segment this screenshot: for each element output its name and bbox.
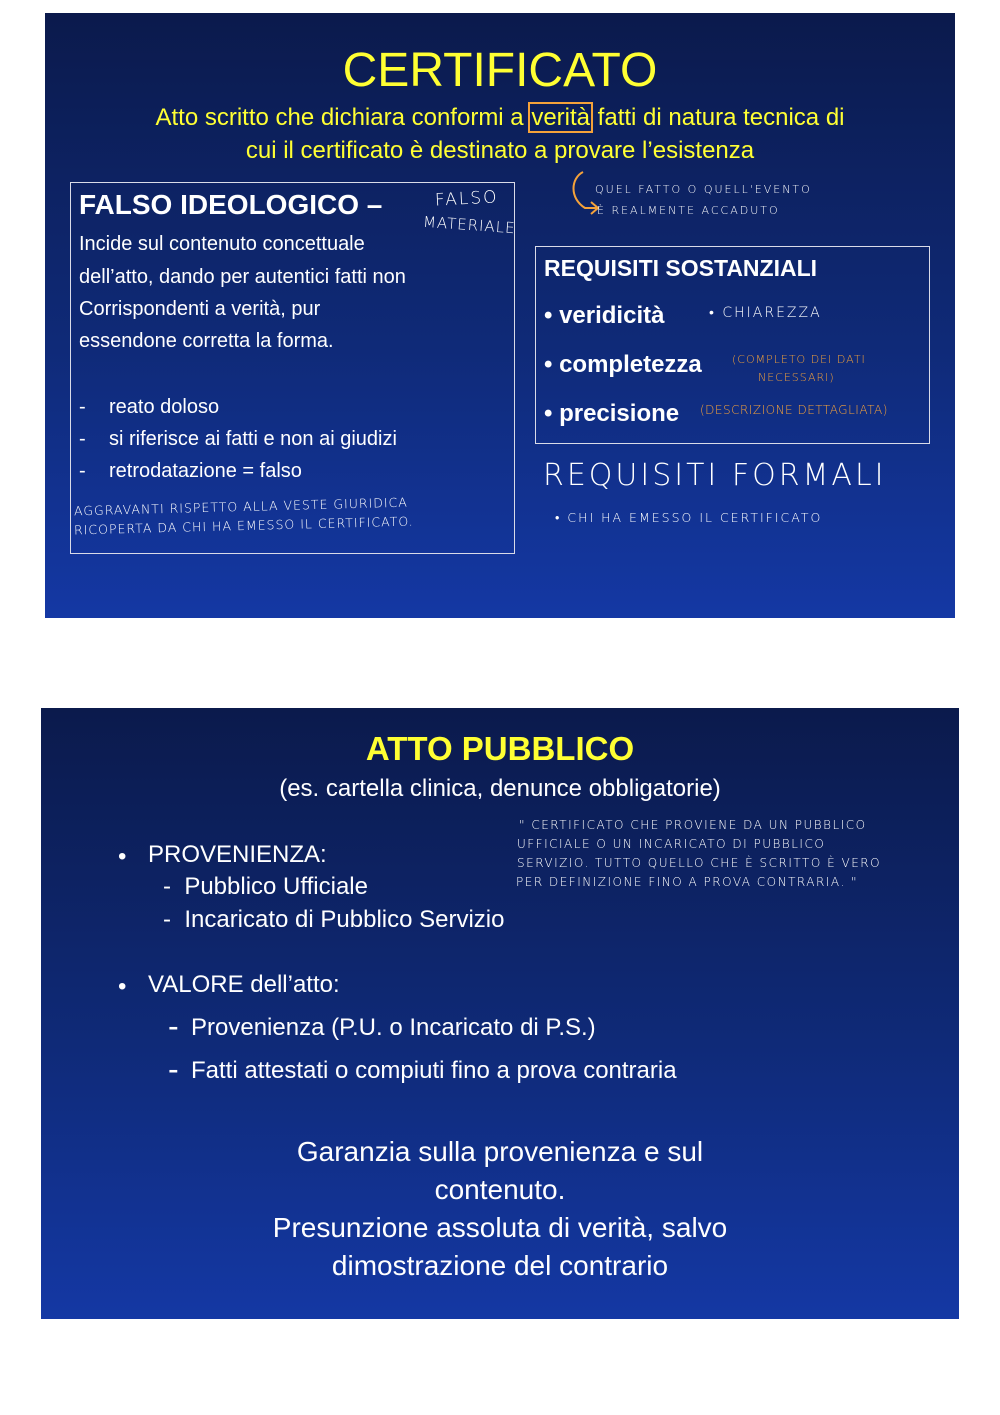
requisiti-formali-note: REQUISITI FORMALI xyxy=(543,458,887,493)
bullet-dash-2: - xyxy=(79,428,86,450)
provenienza-label: PROVENIENZA: xyxy=(148,841,327,868)
verita-highlight: verità xyxy=(531,104,591,131)
garanzia-line-2: contenuto. xyxy=(434,1174,566,1205)
falso-desc-line-1: Incide sul contenuto concettuale xyxy=(79,233,365,255)
slide-subtitle: (es. cartella clinica, denunce obbligatorie) xyxy=(279,775,721,802)
slide-certificato xyxy=(45,13,955,618)
quel-fatto-note-1: QUEL FATTO O QUELL'EVENTO xyxy=(595,183,812,196)
valore-provenienza: Provenienza (P.U. o Incaricato di P.S.) xyxy=(191,1014,596,1041)
bullet-dot-valore: • xyxy=(118,973,127,1000)
slide-atto-pubblico xyxy=(41,708,959,1319)
requisito-completezza: • completezza xyxy=(544,351,702,378)
garanzia-line-1: Garanzia sulla provenienza e sul xyxy=(296,1136,704,1167)
provenienza-pubblico-ufficiale: - Pubblico Ufficiale xyxy=(163,873,368,900)
subtitle-text-a: Atto scritto che dichiara conformi a xyxy=(155,104,531,131)
bullet-retrodatazione: retrodatazione = falso xyxy=(109,460,302,482)
garanzia-line-3: Presunzione assoluta di verità, salvo xyxy=(272,1212,728,1243)
falso-materiale-note-1: FALSO xyxy=(434,187,499,211)
descrizione-note: (DESCRIZIONE DETTAGLIATA) xyxy=(700,403,888,417)
falso-desc-line-4: essendone corretta la forma. xyxy=(79,330,334,352)
bullet-dash-3: - xyxy=(79,460,86,482)
certificato-note-3: SERVIZIO. TUTTO QUELLO CHE È SCRITTO È VERO xyxy=(517,856,882,870)
slide-title: ATTO PUBBLICO xyxy=(365,730,635,767)
falso-desc-line-3: Corrispondenti a verità, pur xyxy=(79,298,321,320)
chi-ha-emesso-note: • CHI HA EMESSO IL CERTIFICATO xyxy=(555,510,823,525)
slide-subtitle-line1 xyxy=(45,104,955,132)
valore-label: VALORE dell’atto: xyxy=(148,971,340,998)
requisito-precisione: • precisione xyxy=(544,400,680,427)
valore-dash-2: - xyxy=(168,1051,179,1087)
chiarezza-note: • CHIAREZZA xyxy=(709,305,822,321)
valore-fatti-attestati: Fatti attestati o compiuti fino a prova contraria xyxy=(191,1057,677,1084)
completo-note-1: (COMPLETO DEI DATI xyxy=(732,353,866,366)
falso-materiale-note-2: MATERIALE xyxy=(422,212,517,238)
falso-ideologico-heading: FALSO IDEOLOGICO – xyxy=(79,189,383,220)
aggravanti-note-1: AGGRAVANTI RISPETTO ALLA VESTE GIURIDICA xyxy=(73,494,408,519)
bullet-reato-doloso: reato doloso xyxy=(109,396,220,418)
certificato-note-4: PER DEFINIZIONE FINO A PROVA CONTRARIA. " xyxy=(516,875,859,889)
certificato-note-1: " CERTIFICATO CHE PROVIENE DA UN PUBBLICO xyxy=(519,818,867,832)
requisiti-sostanziali-box xyxy=(535,246,930,444)
subtitle-text-b: fatti di natura tecnica di xyxy=(591,104,845,131)
quel-fatto-note-2: È REALMENTE ACCADUTO xyxy=(597,204,780,217)
garanzia-line-4: dimostrazione del contrario xyxy=(331,1250,669,1281)
bullet-dot-provenienza: • xyxy=(118,843,127,870)
aggravanti-note-2: RICOPERTA DA CHI HA EMESSO IL CERTIFICATO. xyxy=(73,513,414,538)
requisiti-heading: REQUISITI SOSTANZIALI xyxy=(544,255,818,281)
completo-note-2: NECESSARI) xyxy=(758,371,835,384)
bullet-fatti-giudizi: si riferisce ai fatti e non ai giudizi xyxy=(109,428,397,450)
slide-title: CERTIFICATO xyxy=(342,44,658,97)
requisito-veridicita: • veridicità xyxy=(544,302,665,329)
falso-ideologico-box xyxy=(70,182,515,554)
valore-dash-1: - xyxy=(168,1008,179,1044)
slide-subtitle-line2: cui il certificato è destinato a provare l’esistenza xyxy=(245,137,755,164)
certificato-note-2: UFFICIALE O UN INCARICATO DI PUBBLICO xyxy=(517,837,826,851)
falso-desc-line-2: dell’atto, dando per autentici fatti non xyxy=(79,266,406,288)
bullet-dash-1: - xyxy=(79,396,86,418)
provenienza-incaricato: - Incaricato di Pubblico Servizio xyxy=(163,906,505,933)
